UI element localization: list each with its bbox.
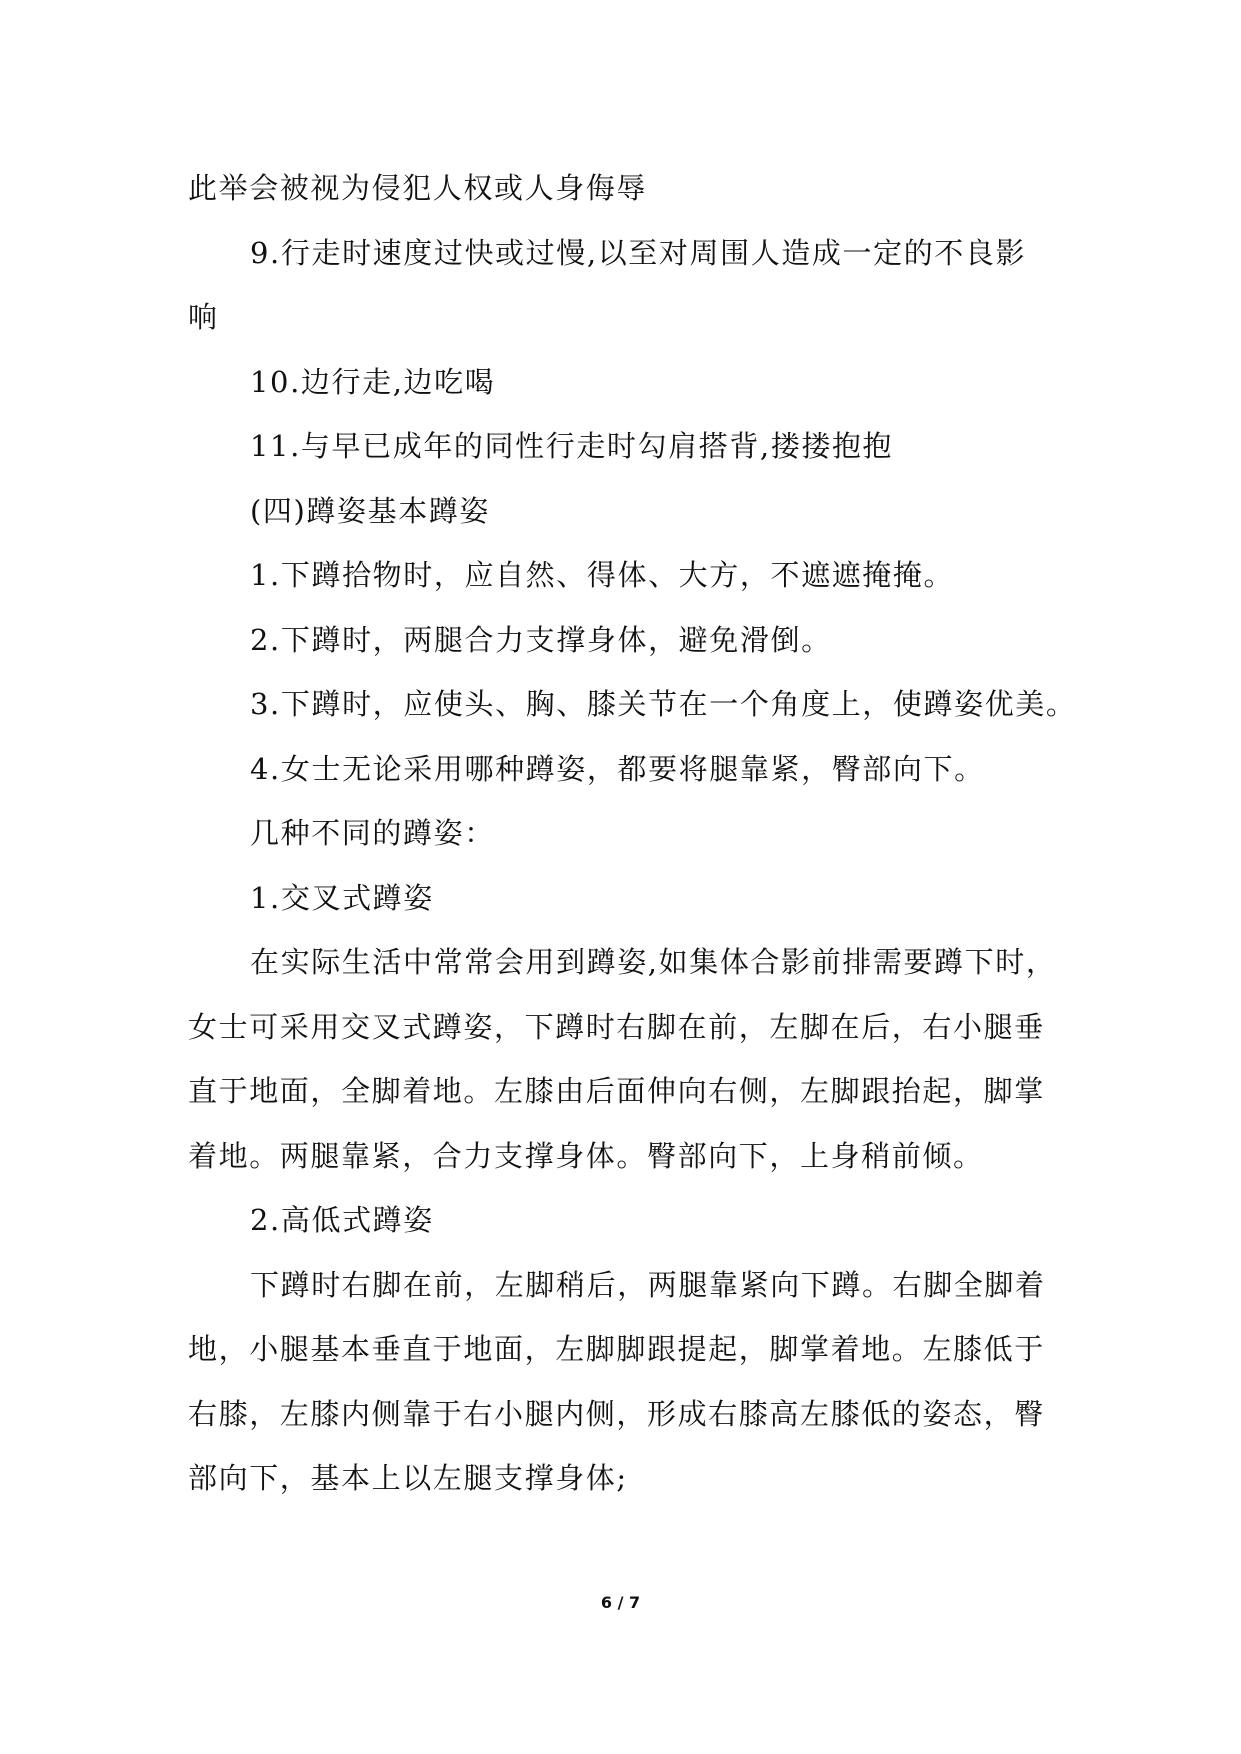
text-line: 10.边行走,边吃喝 bbox=[250, 364, 496, 399]
text-line: 在实际生活中常常会用到蹲姿,如集体合影前排需要蹲下时， bbox=[250, 945, 1057, 979]
text-line: 几种不同的蹲姿： bbox=[250, 816, 495, 850]
section-heading: (四)蹲姿基本蹲姿 bbox=[250, 493, 491, 528]
text-line: 1.下蹲拾物时，应自然、得体、大方，不遮遮掩掩。 bbox=[250, 558, 955, 592]
text-line: 地，小腿基本垂直于地面，左脚脚跟提起，脚掌着地。左膝低于 bbox=[188, 1332, 1045, 1366]
text-line: 部向下，基本上以左腿支撑身体; bbox=[188, 1461, 628, 1495]
text-line: 3.下蹲时，应使头、胸、膝关节在一个角度上，使蹲姿优美。 bbox=[250, 687, 1077, 721]
body-text bbox=[188, 156, 1077, 1511]
text-line: 11.与早已成年的同性行走时勾肩搭背,搂搂抱抱 bbox=[250, 429, 894, 463]
text-line: 着地。两腿靠紧，合力支撑身体。臀部向下，上身稍前倾。 bbox=[188, 1138, 984, 1173]
text-line: 此举会被视为侵犯人权或人身侮辱 bbox=[188, 171, 648, 205]
text-line: 2.下蹲时，两腿合力支撑身体，避免滑倒。 bbox=[250, 622, 832, 657]
text-line: 响 bbox=[188, 300, 219, 334]
text-line: 右膝，左膝内侧靠于右小腿内侧，形成右膝高左膝低的姿态，臀 bbox=[188, 1396, 1045, 1431]
text-line: 下蹲时右脚在前，左脚稍后，两腿靠紧向下蹲。右脚全脚着 bbox=[250, 1267, 1046, 1302]
text-line: 女士可采用交叉式蹲姿，下蹲时右脚在前，左脚在后，右小腿垂 bbox=[188, 1009, 1045, 1044]
text-line: 9.行走时速度过快或过慢,以至对周围人造成一定的不良影 bbox=[250, 235, 1027, 270]
text-line: 直于地面，全脚着地。左膝由后面伸向右侧，左脚跟抬起，脚掌 bbox=[188, 1074, 1045, 1108]
subheading: 2.高低式蹲姿 bbox=[250, 1203, 434, 1237]
text-line: 4.女士无论采用哪种蹲姿，都要将腿靠紧，臀部向下。 bbox=[250, 751, 985, 786]
page-number: 6 / 7 bbox=[600, 1593, 641, 1612]
subheading: 1.交叉式蹲姿 bbox=[250, 880, 434, 915]
